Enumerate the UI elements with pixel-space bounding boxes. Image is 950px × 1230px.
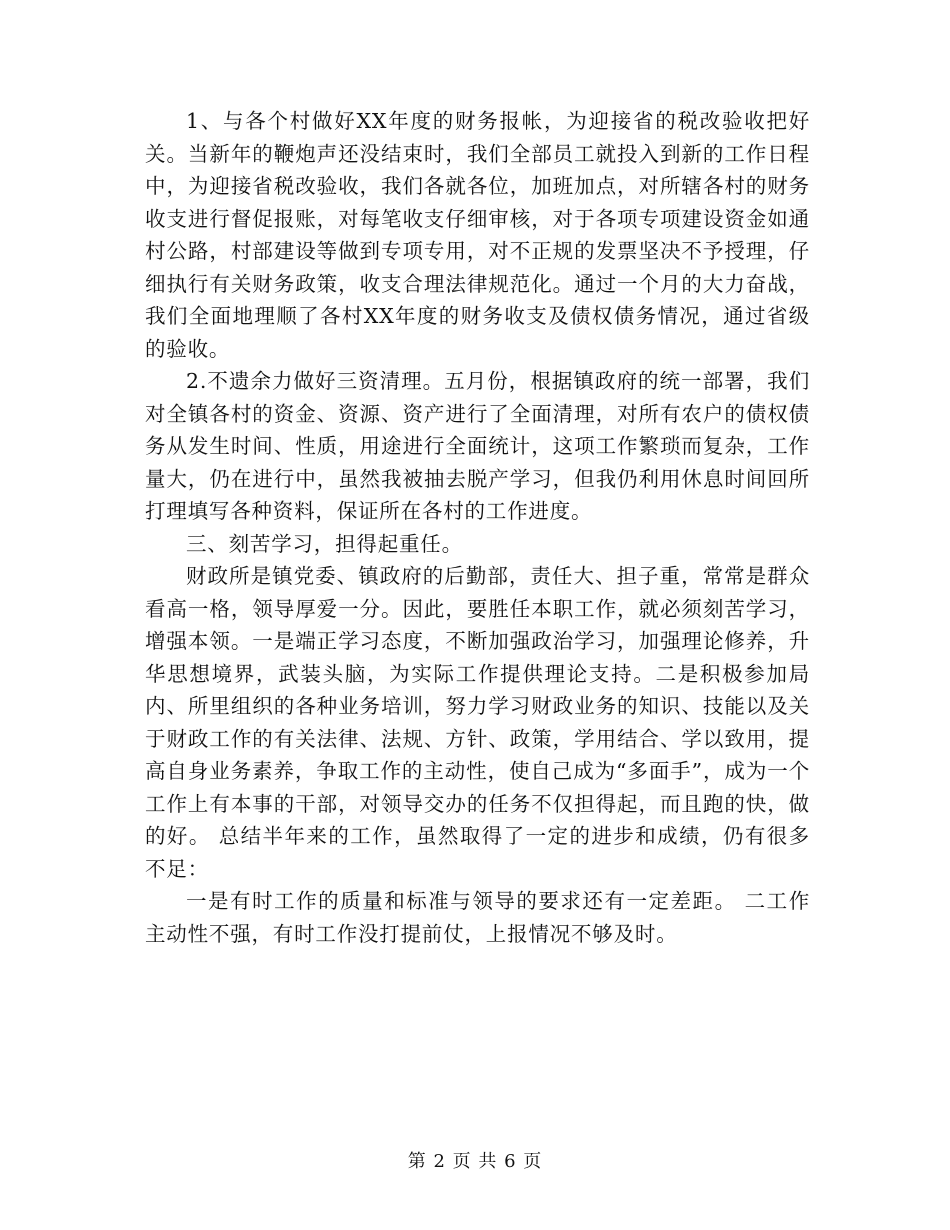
section-heading-study: 三、刻苦学习，担得起重任。 [186, 531, 463, 556]
document-body [145, 105, 810, 950]
paragraph-three-assets-cleanup: 2.不遗余力做好三资清理。五月份，根据镇政府的统一部署，我们对全镇各村的资金、资源、资产进行了全面清理，对所有农户的债权债务从发生时间、性质，用途进行全面统计，这项工作繁琐而复杂，工作量大，仍在进行中，虽然我被抽去脱产学习，但我仍利用休息时间回所打理填写各种资料，保证所在各村的工作进度。 [145, 369, 810, 523]
paragraph-village-accounts: 1、与各个村做好XX年度的财务报帐，为迎接省的税改验收把好关。当新年的鞭炮声还没结束时，我们全部员工就投入到新的工作日程中，为迎接省税改验收，我们各就各位，加班加点，对所辖各村的财务收支进行督促报账，对每笔收支仔细审核，对于各项专项建设资金如通村公路，村部建设等做到专项专用，对不正规的发票坚决不予授理，仔细执行有关财务政策，收支合理法律规范化。通过一个月的大力奋战，我们全面地理顺了各村XX年度的财务收支及债权债务情况，通过省级的验收。 [145, 109, 810, 361]
paragraph-study: 财政所是镇党委、镇政府的后勤部，责任大、担子重，常常是群众看高一格，领导厚爱一分。因此，要胜任本职工作，就必须刻苦学习，增强本领。一是端正学习态度，不断加强政治学习，加强理论修养，升华思想境界，武装头脑，为实际工作提供理论支持。二是积极参加局内、所里组织的各种业务培训，努力学习财政业务的知识、技能以及关于财政工作的有关法律、法规、方针、政策，学用结合、学以致用，提高自身业务素养，争取工作的主动性，使自己成为“多面手”，成为一个工作上有本事的干部，对领导交办的任务不仅担得起，而且跑的快，做的好。 总结半年来的工作，虽然取得了一定的进步和成绩，仍有很多不足： [145, 564, 810, 881]
paragraph-shortcomings: 一是有时工作的质量和标准与领导的要求还有一定差距。 二工作主动性不强，有时工作没打提前仗，上报情况不够及时。 [145, 889, 810, 946]
page-number-footer: 第 2 页 共 6 页 [407, 1151, 543, 1172]
